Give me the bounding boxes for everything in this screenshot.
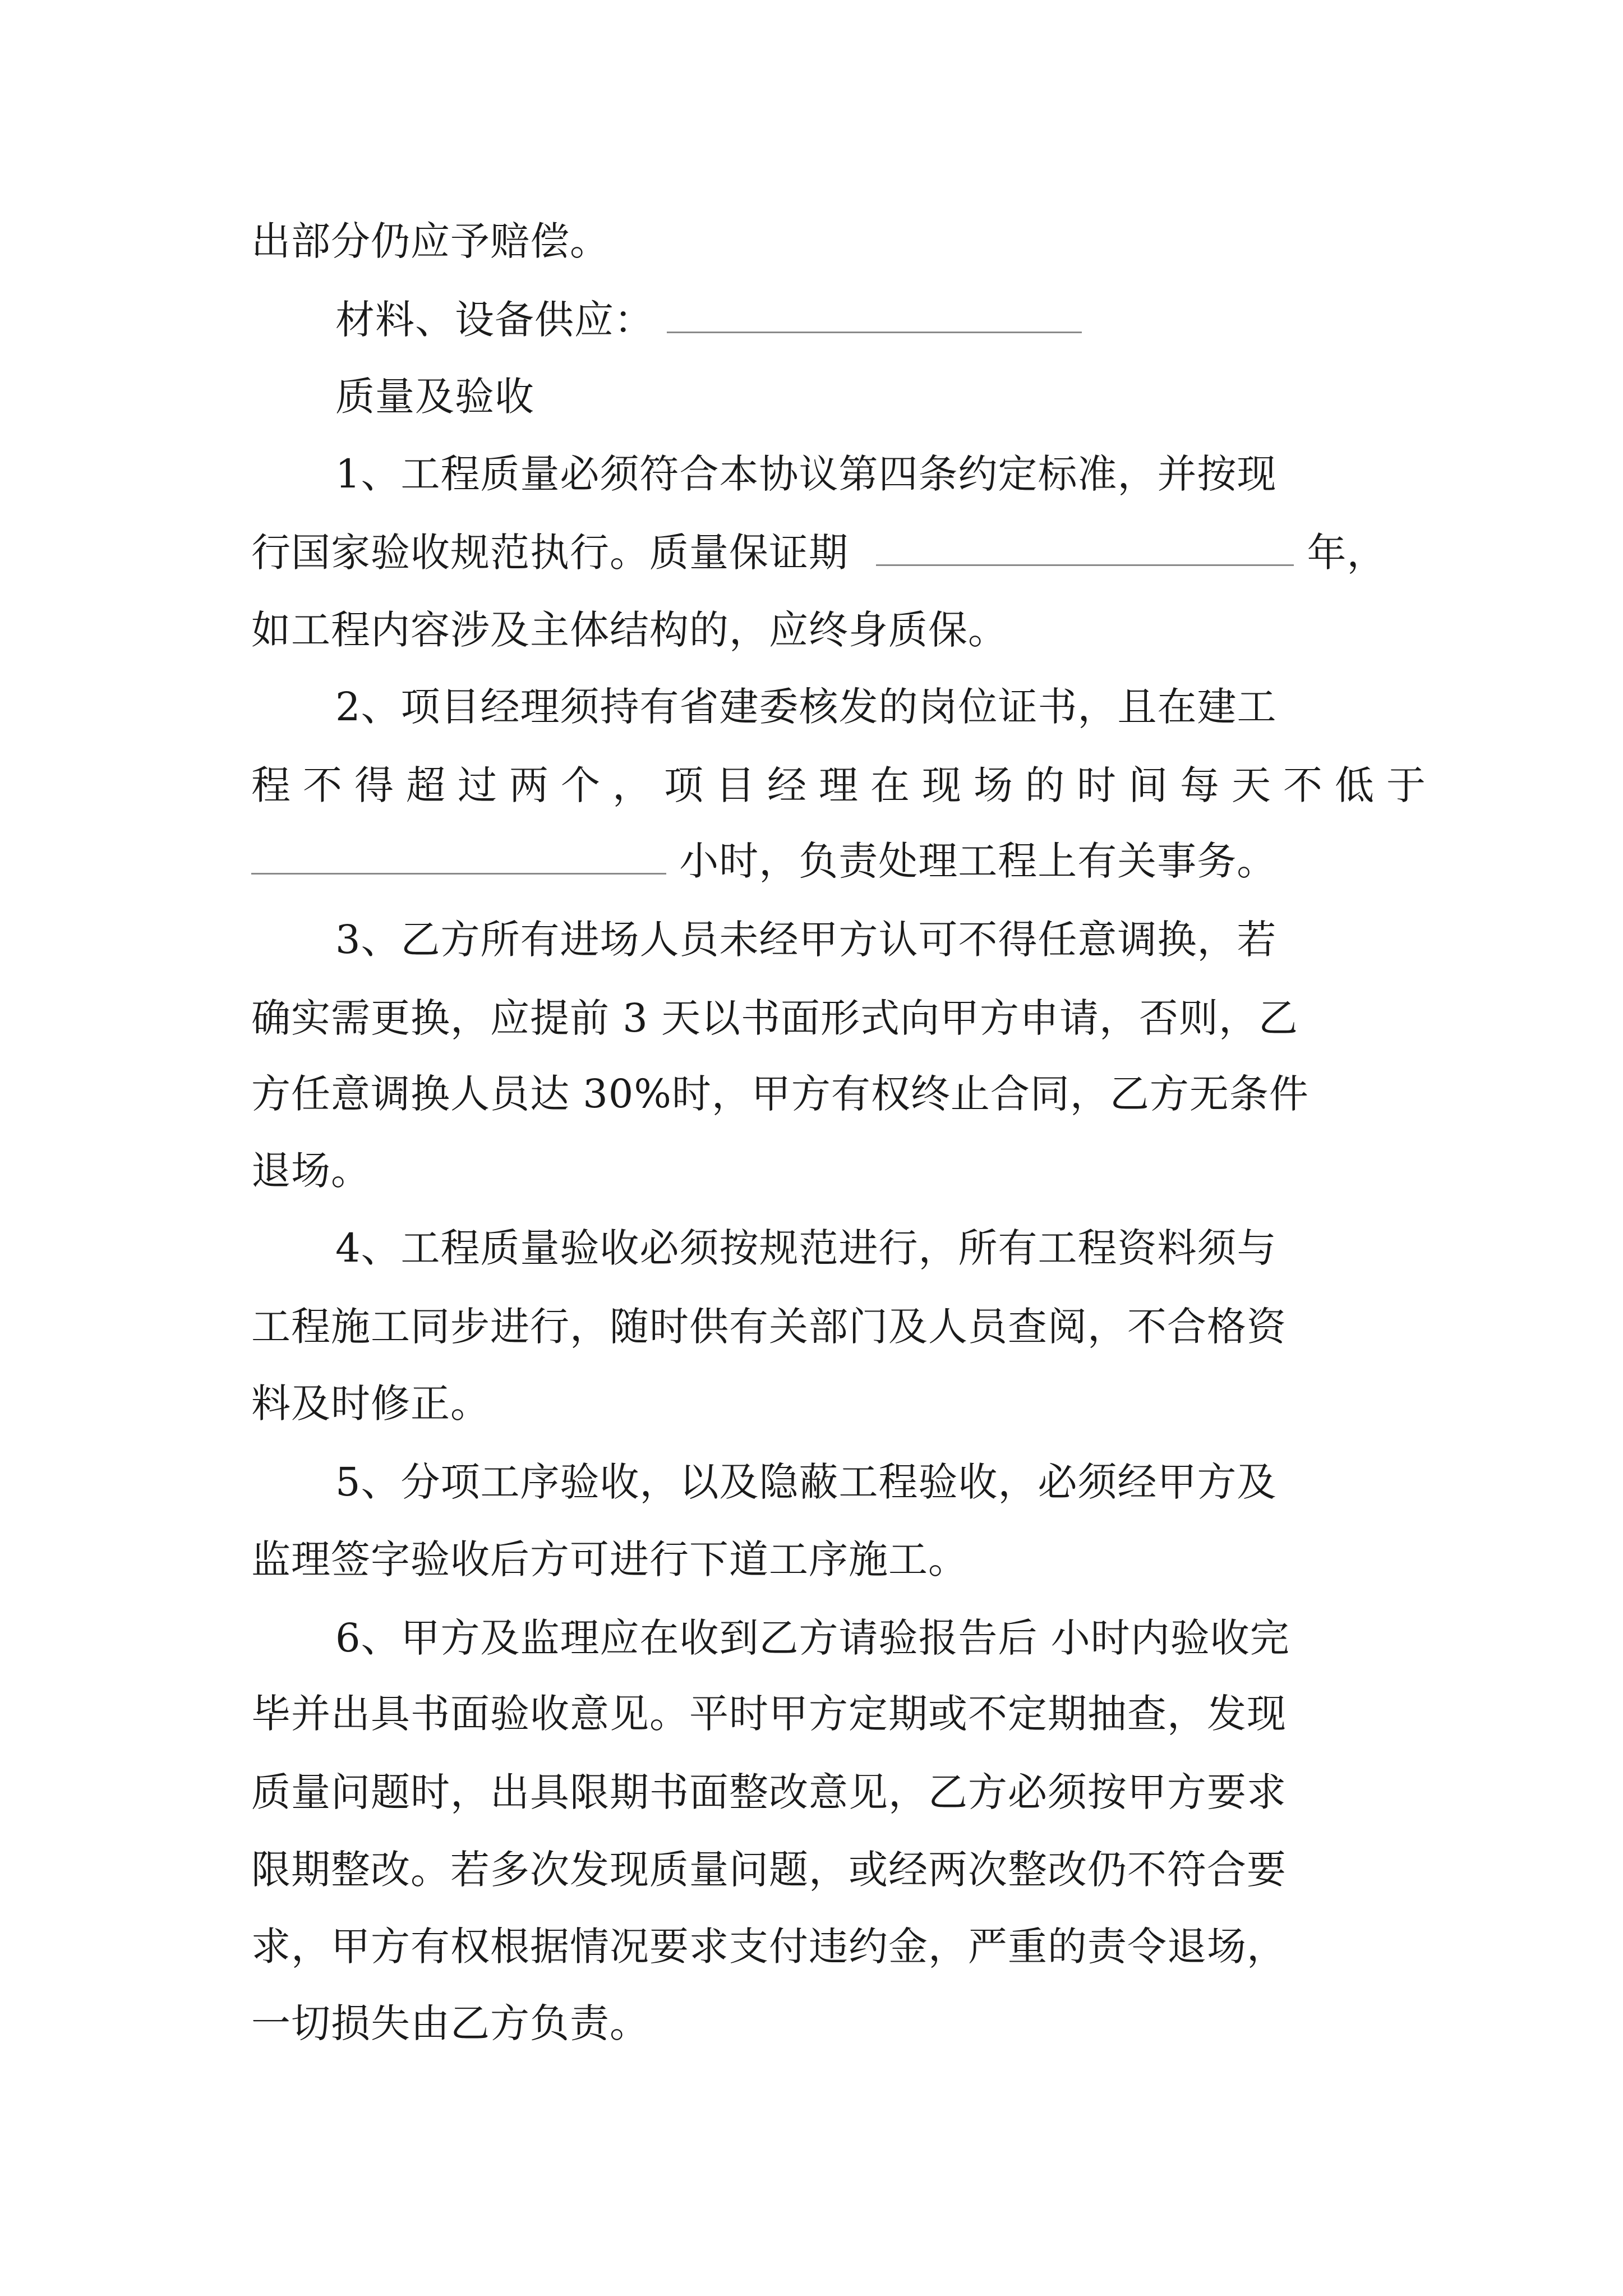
text-line: 工程施工同步进行，随时供有关部门及人员查阅，不合格资 bbox=[251, 1304, 1287, 1350]
fill-in-blank bbox=[876, 560, 1294, 566]
fill-in-blank bbox=[251, 868, 666, 875]
paragraph-line bbox=[251, 1536, 968, 1582]
text-line: 4、工程质量验收必须按规范进行，所有工程资料须与 bbox=[335, 1225, 1277, 1271]
text-line: 年， bbox=[1307, 530, 1387, 576]
paragraph-line bbox=[251, 1847, 1287, 1893]
text-line: 质量及验收 bbox=[335, 374, 534, 420]
text-line: 3、乙方所有进场人员未经甲方认可不得任意调换，若 bbox=[335, 917, 1277, 963]
hours-line bbox=[251, 838, 1277, 884]
paragraph-line bbox=[251, 995, 1299, 1041]
text-line: 确实需更换，应提前 3 天以书面形式向甲方申请，否则，乙 bbox=[251, 995, 1299, 1041]
text-line: 毕并出具书面验收意见。平时甲方定期或不定期抽查，发现 bbox=[251, 1691, 1287, 1737]
paragraph-line bbox=[335, 1459, 1277, 1505]
text-line: 5、分项工序验收，以及隐蔽工程验收，必须经甲方及 bbox=[335, 1459, 1277, 1505]
text-line: 材料、设备供应： bbox=[335, 297, 654, 343]
text-line: 质量问题时，出具限期书面整改意见，乙方必须按甲方要求 bbox=[251, 1769, 1287, 1815]
text-line: 如工程内容涉及主体结构的，应终身质保。 bbox=[251, 607, 1008, 653]
paragraph-line bbox=[335, 451, 1277, 497]
paragraph-line bbox=[251, 218, 610, 264]
text-line: 2、项目经理须持有省建委核发的岗位证书，且在建工 bbox=[335, 684, 1277, 730]
text-line: 小时，负责处理工程上有关事务。 bbox=[679, 838, 1277, 884]
paragraph-line bbox=[335, 684, 1277, 730]
text-line: 求，甲方有权根据情况要求支付违约金，严重的责令退场， bbox=[251, 1924, 1287, 1970]
text-line: 退场。 bbox=[251, 1148, 371, 1194]
paragraph-line bbox=[335, 917, 1277, 963]
paragraph-line bbox=[251, 762, 1438, 808]
text-line: 方任意调换人员达 30%时，甲方有权终止合同，乙方无条件 bbox=[251, 1071, 1309, 1117]
text-line: 限期整改。若多次发现质量问题，或经两次整改仍不符合要 bbox=[251, 1847, 1287, 1893]
text-line: 监理签字验收后方可进行下道工序施工。 bbox=[251, 1536, 968, 1582]
section-heading bbox=[335, 374, 534, 420]
paragraph-line bbox=[251, 1924, 1287, 1970]
text-line: 一切损失由乙方负责。 bbox=[251, 2000, 649, 2046]
paragraph-line bbox=[251, 607, 1008, 653]
paragraph-line bbox=[251, 1148, 371, 1194]
text-line: 6、甲方及监理应在收到乙方请验报告后 小时内验收完 bbox=[335, 1615, 1290, 1661]
paragraph-line bbox=[251, 1769, 1287, 1815]
paragraph-line bbox=[251, 2000, 649, 2046]
paragraph-line bbox=[335, 1225, 1277, 1271]
text-line: 1、工程质量必须符合本协议第四条约定标准，并按现 bbox=[335, 451, 1277, 497]
fill-in-blank bbox=[667, 327, 1082, 333]
paragraph-line bbox=[335, 1615, 1290, 1661]
paragraph-line bbox=[251, 1691, 1287, 1737]
paragraph-line bbox=[251, 1381, 490, 1427]
paragraph-line bbox=[251, 1071, 1309, 1117]
materials-supply-line bbox=[335, 297, 1082, 343]
text-line: 程不得超过两个，项目经理在现场的时间每天不低于 bbox=[251, 762, 1438, 808]
text-line: 料及时修正。 bbox=[251, 1381, 490, 1427]
warranty-period-line bbox=[251, 530, 1387, 576]
text-line: 行国家验收规范执行。质量保证期 bbox=[251, 530, 849, 576]
text-line: 出部分仍应予赔偿。 bbox=[251, 218, 610, 264]
paragraph-line bbox=[251, 1304, 1287, 1350]
